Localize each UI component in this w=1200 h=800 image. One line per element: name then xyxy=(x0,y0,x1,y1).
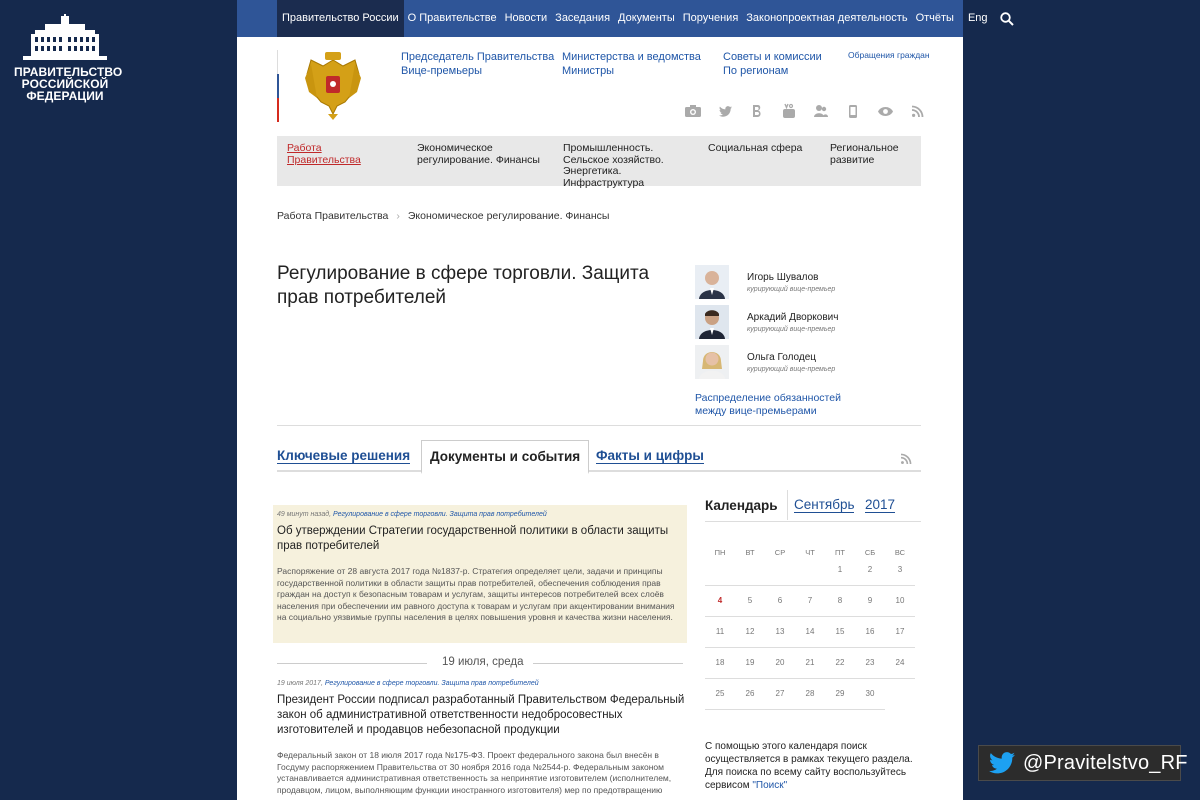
rss-icon[interactable] xyxy=(901,451,911,469)
weekday-label: ВС xyxy=(894,548,906,557)
calendar-day[interactable]: 10 xyxy=(895,596,905,605)
calendar-day[interactable]: 14 xyxy=(805,627,815,636)
calendar-day[interactable]: 21 xyxy=(805,658,815,667)
calendar-day[interactable]: 9 xyxy=(867,596,873,605)
government-logo[interactable] xyxy=(14,14,123,103)
ministers-link[interactable]: Министры xyxy=(562,65,615,77)
calendar-day[interactable]: 27 xyxy=(775,689,785,698)
tab-facts-figures[interactable]: Факты и цифры xyxy=(596,448,704,463)
menu-economic-regulation[interactable]: Экономическое регулирование. Финансы xyxy=(417,142,540,166)
breadcrumb-item[interactable]: Работа Правительства xyxy=(277,210,389,222)
calendar-row-divider xyxy=(705,647,915,648)
feed-title[interactable]: Об утверждении Стратегии государственной политики в области защиты прав потребителей xyxy=(277,525,669,552)
youtube-icon[interactable] xyxy=(773,103,805,119)
twitter-icon[interactable] xyxy=(709,103,741,119)
calendar-day[interactable]: 11 xyxy=(715,627,725,636)
rss-icon[interactable] xyxy=(901,103,933,119)
calendar-row-divider xyxy=(705,678,915,679)
curator-role: курирующий вице-премьер xyxy=(747,326,836,333)
nav-reports[interactable]: Отчёты xyxy=(915,12,954,24)
curator-name: Ольга Голодец xyxy=(747,352,816,363)
regions-link[interactable]: По регионам xyxy=(723,65,789,77)
avatar xyxy=(695,345,729,379)
avatar xyxy=(695,265,729,299)
breadcrumb-item[interactable]: Экономическое регулирование. Финансы xyxy=(407,210,610,222)
feed-time: 19 июля 2017, xyxy=(277,680,323,687)
feed-body: Распоряжение от 28 августа 2017 года №1837-р. Стратегия определяет цели, задачи и принципы государственной политики в области защиты прав потребителей, обеспечения соблюдения прав граждан на доступ к безопасным товарам и услугам, защиты интересов потребителей всех слоёв населения при обеспечении им равного доступа к товарам и услугам при акцентировании внимания на социально уязвимые группы населения в целях повышения уровня и качества жизни населения. xyxy=(277,566,675,622)
content-tabs xyxy=(277,440,921,472)
twitter-handle: @Pravitelstvo_RF xyxy=(1023,751,1188,774)
calendar-day[interactable]: 28 xyxy=(805,689,815,698)
calendar-day[interactable]: 26 xyxy=(745,689,755,698)
calendar-day[interactable]: 8 xyxy=(837,596,843,605)
menu-regional[interactable]: Региональное развитие xyxy=(830,142,899,166)
search-icon[interactable] xyxy=(1000,12,1014,26)
calendar-day[interactable]: 13 xyxy=(775,627,785,636)
calendar-note-text: С помощью этого календаря поиск осуществляется в рамках текущего раздела. Для поиска по всему сайту воспользуйтесь сервисом xyxy=(705,741,913,791)
councils-link[interactable]: Советы и комиссии xyxy=(723,51,822,63)
calendar-header xyxy=(705,490,921,522)
weekday-label: СБ xyxy=(864,548,876,557)
calendar-day[interactable]: 20 xyxy=(775,658,785,667)
calendar-day[interactable]: 15 xyxy=(835,627,845,636)
coat-of-arms-emblem[interactable] xyxy=(303,52,363,127)
feed-item-highlighted[interactable] xyxy=(273,505,687,643)
vk-icon[interactable] xyxy=(741,103,773,119)
eye-icon[interactable] xyxy=(869,103,901,119)
calendar-row-divider xyxy=(705,585,915,586)
weekday-label: ВТ xyxy=(745,548,755,557)
curator-name: Игорь Шувалов xyxy=(747,272,819,283)
calendar-day[interactable]: 25 xyxy=(715,689,725,698)
white-house-icon xyxy=(17,14,113,62)
calendar-day[interactable]: 4 xyxy=(717,596,723,605)
nav-about[interactable]: О Правительстве xyxy=(407,12,497,24)
calendar-title: Календарь xyxy=(705,498,778,513)
ministries-link[interactable]: Министерства и ведомства xyxy=(562,51,701,63)
weekday-label: СР xyxy=(774,548,786,557)
brand-line-1: ПРАВИТЕЛЬСТВО xyxy=(14,65,123,79)
calendar-day[interactable]: 6 xyxy=(777,596,783,605)
weekday-label: ПТ xyxy=(835,548,845,557)
curator-golodets[interactable] xyxy=(695,345,895,379)
nav-meetings[interactable]: Заседания xyxy=(555,12,611,24)
calendar-day[interactable]: 3 xyxy=(897,565,903,574)
calendar-day[interactable]: 12 xyxy=(745,627,755,636)
day-separator xyxy=(277,656,683,670)
appeals-link[interactable]: Обращения граждан xyxy=(848,50,930,60)
social-icons xyxy=(677,103,933,119)
curator-name: Аркадий Дворкович xyxy=(747,312,839,323)
divider xyxy=(277,425,921,426)
breadcrumb xyxy=(277,210,609,222)
brand-line-2: РОССИЙСКОЙ xyxy=(21,77,109,91)
feed-item[interactable] xyxy=(277,680,687,796)
calendar-day[interactable]: 22 xyxy=(835,658,845,667)
page-content xyxy=(237,0,988,800)
curator-role: курирующий вице-премьер xyxy=(747,286,836,293)
weekday-label: ЧТ xyxy=(805,548,815,557)
feed-body: Федеральный закон от 18 июля 2017 года №175-ФЗ. Проект федерального закона был внесён в Госдуму распоряжением Правительства от 30 ноября 2016 года №2544-р. Федеральным законом устанавливается административная ответственность за непринятие изготовителем (исполнителем, продавцом, лицом, выполняющим функции иностранного изготовителя) мер по предотвращению xyxy=(277,750,672,795)
day-separator-label: 19 июля, среда xyxy=(442,656,524,668)
mobile-icon[interactable] xyxy=(837,103,869,119)
calendar-widget xyxy=(705,490,921,791)
curator-shuvalov[interactable] xyxy=(695,265,895,299)
top-navigation xyxy=(237,0,988,37)
twitter-badge[interactable] xyxy=(978,745,1188,781)
feed-meta xyxy=(277,511,683,518)
search-service-link[interactable]: "Поиск" xyxy=(752,780,788,791)
calendar-day[interactable]: 16 xyxy=(865,627,875,636)
chairman-link[interactable]: Председатель Правительства xyxy=(401,51,555,63)
calendar-day[interactable]: 7 xyxy=(807,596,813,605)
calendar-day[interactable]: 17 xyxy=(895,627,905,636)
curator-dvorkovich[interactable] xyxy=(695,305,895,339)
avatar xyxy=(695,305,729,339)
curator-role: курирующий вице-премьер xyxy=(747,366,836,373)
tab-documents-events[interactable]: Документы и события xyxy=(421,440,589,474)
calendar-day[interactable]: 29 xyxy=(835,689,845,698)
calendar-day[interactable]: 24 xyxy=(895,658,905,667)
responsibility-link[interactable]: Распределение обязанностей между вице-премьерами xyxy=(695,392,841,417)
camera-icon[interactable] xyxy=(677,103,709,119)
feed-category-link[interactable]: Регулирование в сфере торговли. Защита прав потребителей xyxy=(324,680,539,687)
menu-social[interactable]: Социальная сфера xyxy=(708,142,803,154)
feed-title[interactable]: Президент России подписал разработанный Правительством Федеральный закон об административной ответственности недобросовестных изготовителей и продавцов небезопасной продукции xyxy=(277,694,685,736)
calendar-year-select[interactable]: 2017 xyxy=(865,497,896,512)
tab-key-decisions[interactable]: Ключевые решения xyxy=(277,448,411,463)
weekday-label: ПН xyxy=(714,548,726,557)
calendar-day[interactable]: 18 xyxy=(715,658,725,667)
calendar-note xyxy=(705,740,921,792)
tricolor-stripe xyxy=(277,50,279,122)
section-menu xyxy=(277,136,921,189)
nav-news[interactable]: Новости xyxy=(504,12,548,24)
calendar-day[interactable]: 5 xyxy=(747,596,753,605)
nav-legislation[interactable]: Законопроектная деятельность xyxy=(746,12,908,24)
feed-category-link[interactable]: Регулирование в сфере торговли. Защита прав потребителей xyxy=(332,511,547,518)
nav-english[interactable]: Eng xyxy=(967,12,988,24)
calendar-day[interactable]: 1 xyxy=(837,565,843,574)
menu-industry[interactable]: Промышленность. Сельское хозяйство. Энергетика. Инфраструктура xyxy=(563,142,664,189)
calendar-day[interactable]: 2 xyxy=(867,565,873,574)
nav-documents[interactable]: Документы xyxy=(618,12,675,24)
calendar-row-divider xyxy=(705,616,915,617)
calendar-row-divider xyxy=(705,709,885,710)
chevron-right-icon: › xyxy=(396,210,400,222)
feed-meta xyxy=(277,680,687,687)
users-icon[interactable] xyxy=(805,103,837,119)
calendar-day[interactable]: 19 xyxy=(745,658,755,667)
nav-orders[interactable]: Поручения xyxy=(682,12,739,24)
calendar-month-select[interactable]: Сентябрь xyxy=(794,497,855,512)
calendar-day[interactable]: 30 xyxy=(865,689,875,698)
brand-line-3: ФЕДЕРАЦИИ xyxy=(26,89,104,103)
feed-time: 49 минут назад, xyxy=(277,511,332,518)
twitter-bird-icon xyxy=(989,752,1015,774)
nav-government-russia[interactable]: Правительство России xyxy=(277,0,404,37)
calendar-day[interactable]: 23 xyxy=(865,658,875,667)
page-title: Регулирование в сфере торговли. Защита прав потребителей xyxy=(277,263,650,308)
menu-government-work[interactable]: Работа Правительства xyxy=(287,142,361,166)
deputies-link[interactable]: Вице-премьеры xyxy=(401,65,483,77)
